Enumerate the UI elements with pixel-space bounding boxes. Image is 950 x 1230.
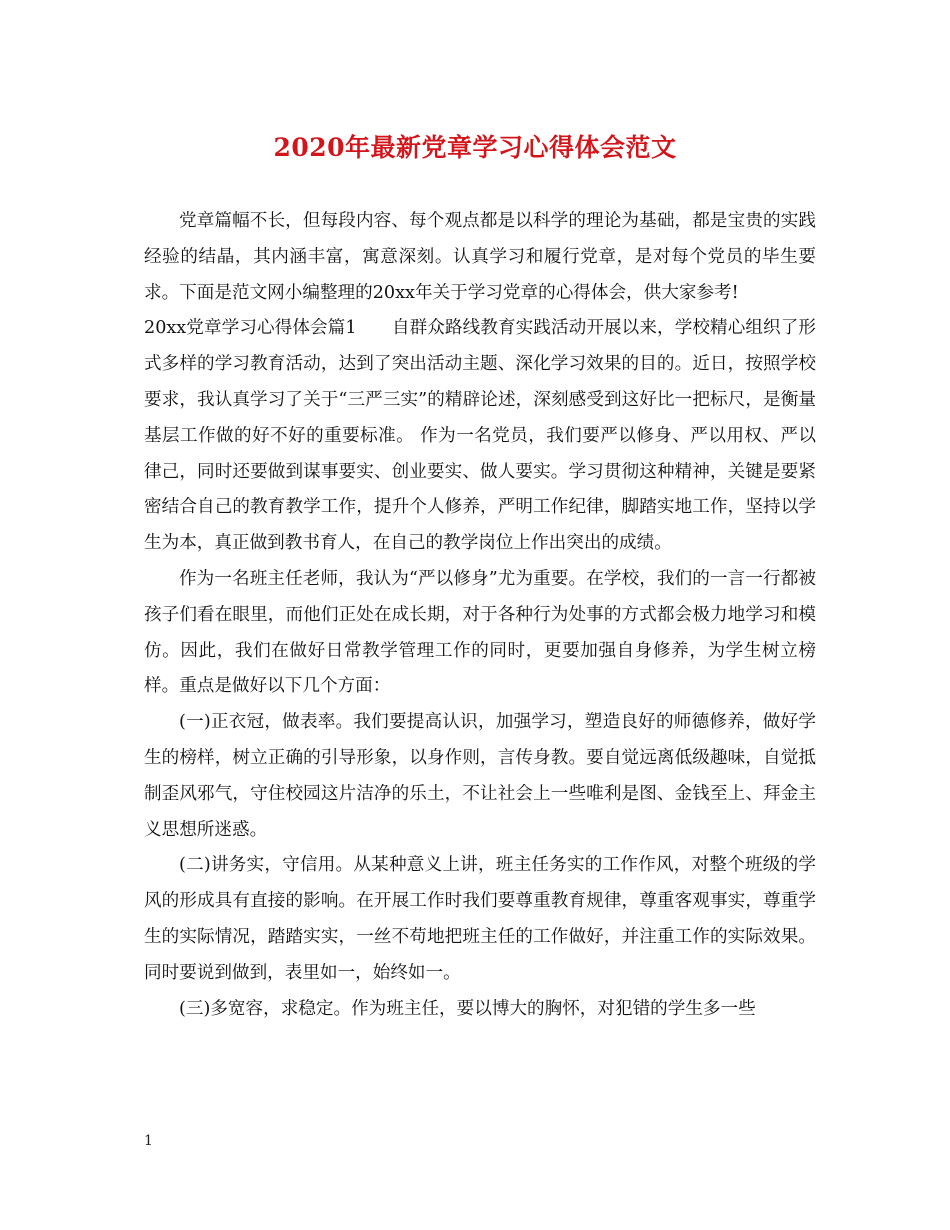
paragraph-article-1: 20xx党章学习心得体会篇1 自群众路线教育实践活动开展以来，学校精心组织了形式多样的学习教育活动，达到了突出活动主题、深化学习效果的目的。近日，按照学校要求，我认真学习了关于“三严三实”的精辟论述，深刻感受到这好比一把标尺，是衡量基层工作做的好不好的重要标准。 作为一名党员，我们要严以修身、严以用权、严以律己，同时还要做到谋事要实、创业要实、做人要实。学习贯彻这种精神，关键是要紧密结合自己的教育教学工作，提升个人修养，严明工作纪律，脚踏实地工作，坚持以学生为本，真正做到教书育人，在自己的教学岗位上作出突出的成绩。 <box>144 318 816 554</box>
paragraph-point-2: (二)讲务实，守信用。从某种意义上讲，班主任务实的工作作风，对整个班级的学风的形成具有直接的影响。在开展工作时我们要尊重教育规律，尊重客观事实，尊重学生的实际情况，踏踏实实，一丝不苟地把班主任的工作做好，并注重工作的实际效果。同时要说到做到，表里如一，始终如一。 <box>144 855 816 983</box>
document-body <box>144 204 816 1027</box>
page-number: 1 <box>144 1133 153 1149</box>
paragraph-class-teacher: 作为一名班主任老师，我认为“严以修身”尤为重要。在学校，我们的一言一行都被孩子们看在眼里，而他们正处在成长期，对于各种行为处事的方式都会极力地学习和模仿。因此，我们在做好日常教学管理工作的同时，更要加强自身修养，为学生树立榜样。重点是做好以下几个方面： <box>144 568 816 697</box>
paragraph-point-3: (三)多宽容，求稳定。作为班主任，要以博大的胸怀，对犯错的学生多一些 <box>179 998 756 1019</box>
paragraph-intro: 党章篇幅不长，但每段内容、每个观点都是以科学的理论为基础，都是宝贵的实践经验的结晶，其内涵丰富，寓意深刻。认真学习和履行党章，是对每个党员的毕生要求。下面是范文网小编整理的20xx年关于学习党章的心得体会，供大家参考! <box>144 211 816 303</box>
document-title: 2020年最新党章学习心得体会范文 <box>273 133 677 162</box>
paragraph-point-1: (一)正衣冠，做表率。我们要提高认识，加强学习，塑造良好的师德修养，做好学生的榜样，树立正确的引导形象，以身作则，言传身教。要自觉远离低级趣味，自觉抵制歪风邪气，守住校园这片洁净的乐土，不让社会上一些唯利是图、金钱至上、拜金主义思想所迷惑。 <box>144 712 816 840</box>
